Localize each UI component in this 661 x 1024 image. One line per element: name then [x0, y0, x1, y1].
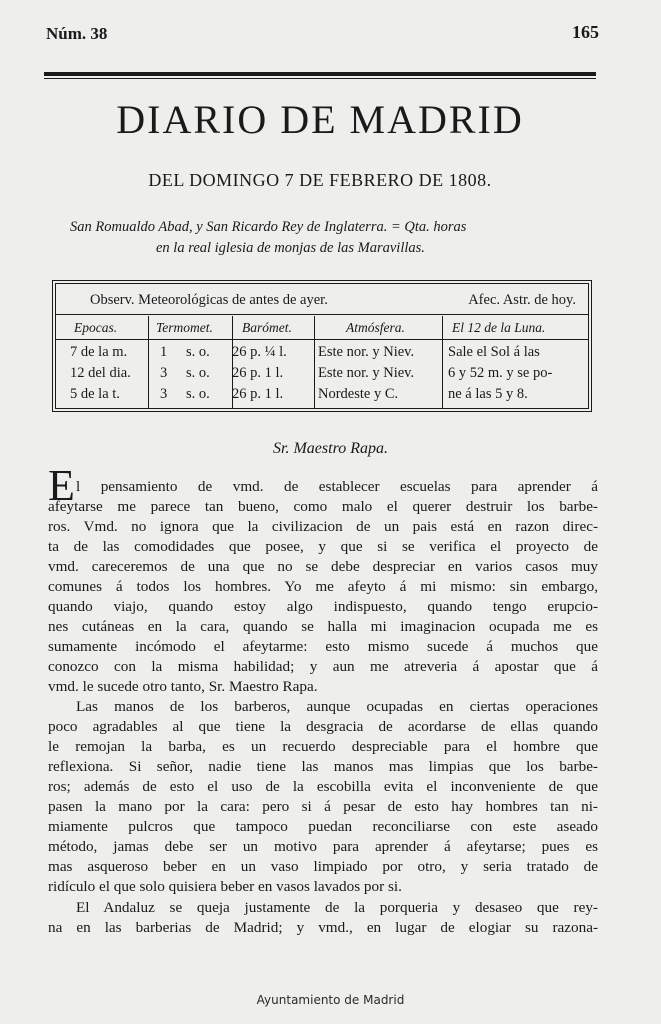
meteo-title: Observ. Meteorológicas de antes de ayer. — [90, 292, 328, 308]
saints-line-1: San Romualdo Abad, y San Ricardo Rey de Inglaterra. = Qta. horas — [70, 219, 467, 235]
article-line: vmd. le sucede otro tanto, Sr. Maestro Rapa. — [48, 678, 318, 695]
row-atmos: Este nor. y Niev. — [318, 365, 415, 381]
col-luna: El 12 de la Luna. — [452, 320, 546, 335]
masthead-title: DIARIO DE MADRID — [116, 97, 524, 142]
issue-number: Núm. 38 — [46, 24, 108, 43]
table-divider — [56, 339, 588, 340]
row-barom: 26 p. ¼ l. — [232, 344, 287, 360]
archive-watermark: Ayuntamiento de Madrid — [256, 993, 405, 1007]
article-line: Las manos de los barberos, aunque ocupadas en ciertas operaciones — [76, 698, 598, 715]
article-line: vmd. careceremos de una que no se debe despreciar en varios casos muy — [48, 558, 598, 575]
row-luna: ne á las 5 y 8. — [448, 386, 528, 402]
row-term-dir: s. o. — [186, 386, 210, 402]
article-line: ros. Vmd. no ignora que la civilizacion de un pais está en razon direc- — [48, 518, 598, 535]
article-line: poco agradables al que tiene la desgracia de acordarse de ellas quando — [48, 718, 598, 735]
row-barom: 26 p. 1 l. — [232, 386, 284, 402]
article-line: ros; además de esto el uso de la escobilla evita el inconveniente de que — [48, 778, 598, 795]
row-term-value: 1 — [160, 344, 168, 360]
article-line: ridículo el que solo quisiera beber en vasos lavados por si. — [48, 878, 402, 895]
observations-header — [56, 284, 588, 315]
observations-table — [52, 280, 592, 412]
col-separator — [148, 316, 149, 408]
row-epoca: 7 de la m. — [70, 344, 128, 360]
col-termomet: Termomet. — [156, 320, 213, 335]
article-line: nes cutáneas en la cara, quando se halla mi imaginacion ocupada me es — [48, 618, 598, 635]
row-luna: Sale el Sol á las — [448, 344, 540, 360]
article-line: le remojan la barba, es un recuerdo despreciable para el hombre que — [48, 738, 598, 755]
article-line: El Andaluz se queja justamente de la porqueria y desaseo que rey- — [76, 899, 598, 916]
row-barom: 26 p. 1 l. — [232, 365, 284, 381]
article-line: ta de las comodidades que posee, y que si se verifica el proyecto de — [48, 538, 598, 555]
article-line: reflexiona. Si señor, nadie tiene las manos mas limpias que los barbe- — [48, 758, 598, 775]
col-baromet: Barómet. — [242, 320, 292, 335]
article-line: miamente pulcros que tampoco puedan reconciliarse con este aseado — [48, 818, 598, 835]
article-salutation: Sr. Maestro Rapa. — [273, 440, 388, 457]
page-number: 165 — [572, 22, 599, 42]
article-line: método, jamas debe ser un motivo para aprender á afeytarse; pues es — [48, 838, 598, 855]
article-line: sumamente incómodo el afeytarme: esto mismo sucede á muchos que — [48, 638, 598, 655]
col-separator — [442, 316, 443, 408]
col-atmosfera: Atmósfera. — [346, 320, 405, 335]
row-term-dir: s. o. — [186, 344, 210, 360]
article-line: comunes á todos los hombres. Yo me afeyto á mi mismo: sin embargo, — [48, 578, 598, 595]
article-line: quando viajo, quando estoy algo indispuesto, quando tengo erupcio- — [48, 598, 598, 615]
article-line: mas asqueroso beber en un vaso limpiado por otro, y seria tratado de — [48, 858, 598, 875]
astro-title: Afec. Astr. de hoy. — [468, 292, 576, 308]
row-term-value: 3 — [160, 386, 168, 402]
issue-date: DEL DOMINGO 7 DE FEBRERO DE 1808. — [148, 170, 492, 190]
header-rule-thin — [44, 78, 596, 79]
row-atmos: Nordeste y C. — [318, 386, 399, 402]
row-epoca: 12 del dia. — [70, 365, 131, 381]
row-atmos: Este nor. y Niev. — [318, 344, 415, 360]
row-term-value: 3 — [160, 365, 168, 381]
row-term-dir: s. o. — [186, 365, 210, 381]
saints-line-2: en la real iglesia de monjas de las Maravillas. — [156, 240, 425, 256]
col-separator — [314, 316, 315, 408]
article-line: l pensamiento de vmd. de establecer escuelas para aprender á — [76, 478, 598, 495]
drop-cap: E — [48, 461, 75, 510]
article-line: conozco con la misma habilidad; y aun me atreveria á apostar que á — [48, 658, 598, 675]
article-line: na en las barberias de Madrid; y vmd., en lugar de elogiar su razona- — [48, 919, 598, 936]
row-epoca: 5 de la t. — [70, 386, 120, 402]
col-epocas: Epocas. — [74, 320, 118, 335]
header-rule — [44, 72, 596, 76]
article-line: pasen la mano por la cara: pero si á pesar de esto hay hombres tan ni- — [48, 798, 598, 815]
article-line: afeytarse me parece tan bueno, como malo el querer destruir los barbe- — [48, 498, 598, 515]
row-luna: 6 y 52 m. y se po- — [448, 365, 553, 381]
